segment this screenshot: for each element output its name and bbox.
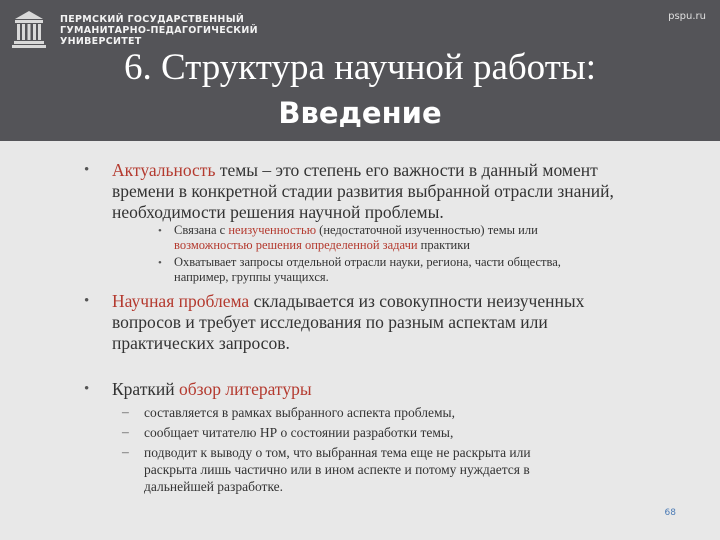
bullet-marker: •	[84, 293, 90, 309]
dash-item-compiled: составляется в рамках выбранного аспекта проблемы,	[144, 405, 455, 420]
university-name-line2: ГУМАНИТАРНО-ПЕДАГОГИЧЕСКИЙ	[60, 25, 258, 36]
bullet-marker: •	[84, 162, 90, 178]
bullet-literature-pre: Краткий	[112, 379, 179, 399]
bullet-problem-text: складывается из совокупности неизученных	[249, 291, 585, 311]
bullet-relevance	[112, 160, 708, 223]
sub-bullet-connected-pre: Связана с	[174, 223, 229, 237]
bullet-marker: •	[84, 381, 90, 397]
university-name-line1: ПЕРМСКИЙ ГОСУДАРСТВЕННЫЙ	[60, 14, 245, 25]
dash-item-leads-line2: раскрыта лишь частично или в ином аспекте и потому нуждается в	[144, 462, 530, 477]
sub-bullet-covers	[174, 255, 708, 285]
slide-header	[0, 0, 720, 141]
dash-item-informs: сообщает читателю НР о состоянии разработки темы,	[144, 425, 454, 440]
page-number: 68	[664, 508, 676, 518]
bullet-problem-line3: практических запросов.	[112, 333, 290, 353]
dash-marker: –	[122, 444, 129, 459]
sub-bullet-marker: •	[158, 225, 162, 237]
bullet-relevance-line3: необходимости решения научной проблемы.	[112, 202, 444, 222]
slide-content	[0, 141, 720, 540]
site-url: pspu.ru	[668, 11, 706, 22]
term-literature-review: обзор литературы	[179, 379, 312, 399]
university-name	[60, 14, 258, 47]
term-relevance: Актуальность	[112, 160, 216, 180]
sub-bullet-marker: •	[158, 257, 162, 269]
sub-bullet-covers-line2: например, группы учащихся.	[174, 270, 329, 284]
term-unexplored: неизученностью	[228, 223, 317, 237]
bullet-literature-review	[112, 379, 708, 400]
dash-item-leads-to	[144, 444, 708, 495]
sub-bullet-connected-mid: (недостаточной изученностью) темы или	[316, 223, 538, 237]
term-task-solving: возможностью решения определенной задачи	[174, 238, 418, 252]
university-logo-icon	[12, 9, 46, 49]
sub-bullet-covers-line1: Охватывает запросы отдельной отрасли науки, региона, части общества,	[174, 255, 561, 269]
bullet-scientific-problem	[112, 291, 708, 354]
bullet-relevance-line2: времени в конкретной стадии развития выбранной отрасли знаний,	[112, 181, 614, 201]
dash-item-leads-line1: подводит к выводу о том, что выбранная тема еще не раскрыта или	[144, 445, 531, 460]
term-scientific-problem: Научная проблема	[112, 291, 250, 311]
sub-bullet-connected-post: практики	[417, 238, 470, 252]
dash-marker: –	[122, 404, 129, 419]
sub-bullet-connected	[174, 223, 708, 253]
slide-subtitle: Введение	[278, 96, 442, 130]
university-name-line3: УНИВЕРСИТЕТ	[60, 36, 142, 47]
dash-marker: –	[122, 424, 129, 439]
bullet-relevance-text: темы – это степень его важности в данный момент	[215, 160, 598, 180]
dash-item-leads-line3: дальнейшей разработке.	[144, 479, 284, 494]
bullet-problem-line2: вопросов и требует исследования по разным аспектам или	[112, 312, 548, 332]
slide-title: 6. Структура научной работы:	[123, 47, 597, 88]
